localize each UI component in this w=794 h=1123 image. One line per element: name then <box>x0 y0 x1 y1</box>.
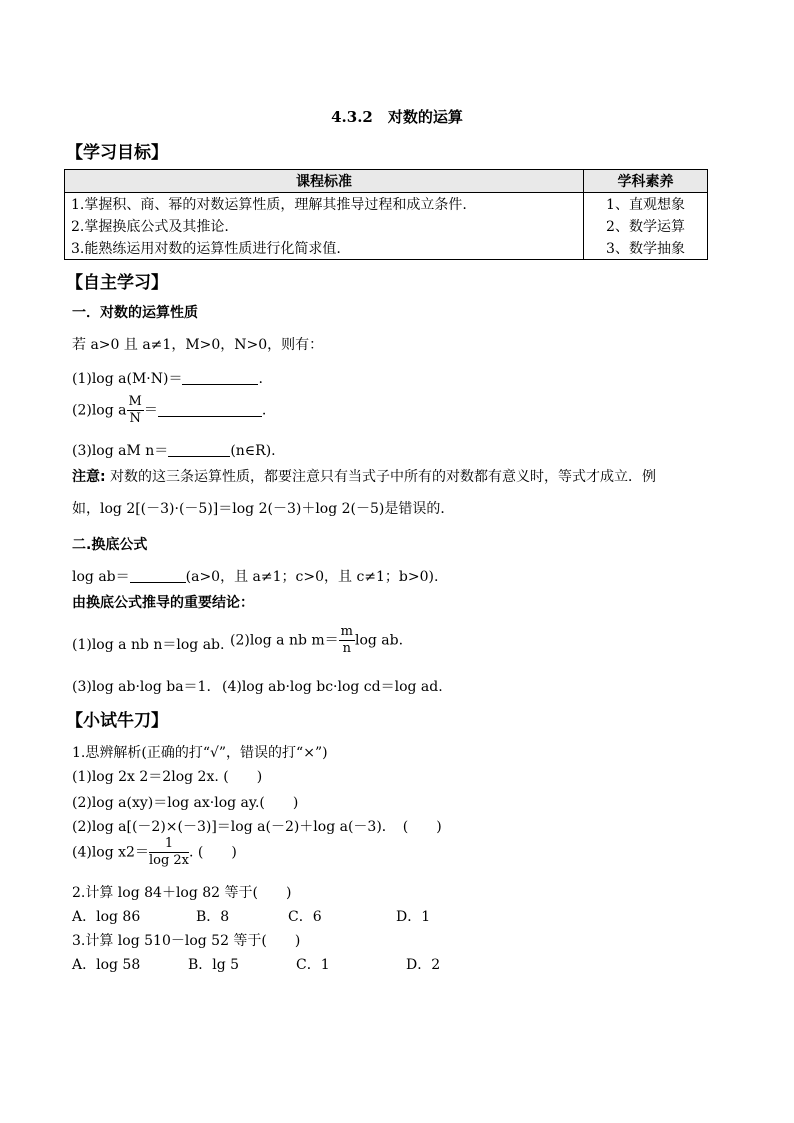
section-goals: 【学习目标】 <box>66 143 168 163</box>
question-3-option-d[interactable]: D．2 <box>406 957 441 973</box>
corollary-2 <box>230 624 403 657</box>
question-2-option-a[interactable]: A．log 86 <box>72 909 141 925</box>
goals-table <box>64 169 708 260</box>
question-2-option-b[interactable]: B．8 <box>196 909 230 925</box>
formula-text: log ab＝ <box>72 569 130 585</box>
fraction-denominator: log 2x <box>148 853 189 868</box>
header-standards: 课程标准 <box>65 170 584 193</box>
part2-heading: 二.换底公式 <box>72 537 148 553</box>
property-3 <box>72 440 276 460</box>
fraction-m-over-n <box>339 624 355 657</box>
question-3: 3.计算 log 510－log 52 等于( ) <box>72 933 301 949</box>
question-1-4 <box>72 836 237 869</box>
literacy-2: 2、数学运算 <box>584 215 708 237</box>
section-self-study: 【自主学习】 <box>66 273 168 293</box>
literacy-1: 1、直观想象 <box>584 193 708 216</box>
literacy-3: 3、数学抽象 <box>584 237 708 260</box>
question-1-2: (2)log a(xy)＝log ax·log ay.( ) <box>72 795 299 811</box>
property-2-prefix: (2)log a <box>72 402 127 419</box>
corollary-3: (3)log ab·log ba＝1. <box>72 679 211 695</box>
part1-intro: 若 a>0 且 a≠1，M>0，N>0，则有： <box>72 337 324 353</box>
corollary-4: (4)log ab·log bc·log cd＝log ad. <box>222 679 443 695</box>
fraction-denominator: n <box>342 641 351 656</box>
page-title: 4.3.2 对数的运算 <box>331 108 463 126</box>
standard-3: 3.能熟练运用对数的运算性质进行化简求值. <box>65 237 584 260</box>
fraction-denominator: N <box>129 411 141 426</box>
section-practice: 【小试牛刀】 <box>66 711 168 731</box>
property-2-suffix: ＝ <box>143 402 158 419</box>
question-2-option-c[interactable]: C．6 <box>288 909 322 925</box>
formula-conditions: (a>0，且 a≠1；c>0，且 c≠1；b>0). <box>185 569 439 585</box>
question-1-4-suffix: . ( ) <box>189 844 237 861</box>
part1-heading: 一．对数的运算性质 <box>72 305 198 321</box>
question-2-option-d[interactable]: D．1 <box>396 909 431 925</box>
table-row <box>65 237 708 260</box>
standard-2: 2.掌握换底公式及其推论. <box>65 215 584 237</box>
property-1: (1)log a(M·N)＝ . <box>72 371 263 387</box>
answer-blank[interactable] <box>182 370 258 385</box>
goals-table-header <box>65 170 708 193</box>
question-1-3: (2)log a[(－2)×(－3)]＝log a(－2)＋log a(－3)． ( ) <box>72 819 442 835</box>
property-2: (2)log a $\frac{M}{N}$ ＝ . <box>72 394 267 426</box>
question-1-4-prefix: (4)log x2＝ <box>72 844 149 861</box>
question-3-option-a[interactable]: A．log 58 <box>72 957 141 973</box>
fraction-numerator: m <box>340 624 353 639</box>
note-text-1: 对数的这三条运算性质，都要注意只有当式子中所有的对数都有意义时，等式才成立．例 <box>105 469 657 485</box>
note-line-1 <box>72 466 656 486</box>
corollary-2-prefix: (2)log a nb m＝ <box>230 632 339 649</box>
change-of-base-formula <box>72 566 438 586</box>
answer-blank[interactable] <box>130 568 186 583</box>
table-row <box>65 215 708 237</box>
question-1-1: (1)log 2x 2＝2log 2x. ( ) <box>72 769 263 785</box>
fraction-one-over-log <box>149 836 189 869</box>
standard-1: 1.掌握积、商、幂的对数运算性质，理解其推导过程和成立条件. <box>65 193 584 216</box>
question-2: 2.计算 log 84＋log 82 等于( ) <box>72 885 292 901</box>
corollary-heading: 由换底公式推导的重要结论： <box>72 595 254 611</box>
property-3-text: (3)log aM n＝ <box>72 443 169 459</box>
note-line-2: 如，log 2[(－3)·(－5)]＝log 2(－3)＋log 2(－5)是错误的． <box>72 501 455 517</box>
answer-blank[interactable] <box>168 442 230 457</box>
header-literacy: 学科素养 <box>584 170 708 193</box>
question-3-option-b[interactable]: B．lg 5 <box>188 957 240 973</box>
property-1-text: (1)log a(M·N)＝ <box>72 371 183 387</box>
corollary-2-suffix: log ab. <box>354 632 404 649</box>
fraction-numerator: M <box>128 394 142 409</box>
table-row <box>65 193 708 216</box>
question-1: 1.思辨解析(正确的打“√”，错误的打“×”) <box>72 745 328 761</box>
question-3-option-c[interactable]: C．1 <box>296 957 330 973</box>
fraction-numerator: 1 <box>149 836 189 853</box>
note-label: 注意: <box>72 469 106 485</box>
answer-blank[interactable] <box>158 402 262 417</box>
fraction-m-over-n <box>127 394 144 427</box>
corollary-1: (1)log a nb n＝log ab. <box>72 637 225 653</box>
property-3-suffix: (n∈R). <box>230 443 276 459</box>
